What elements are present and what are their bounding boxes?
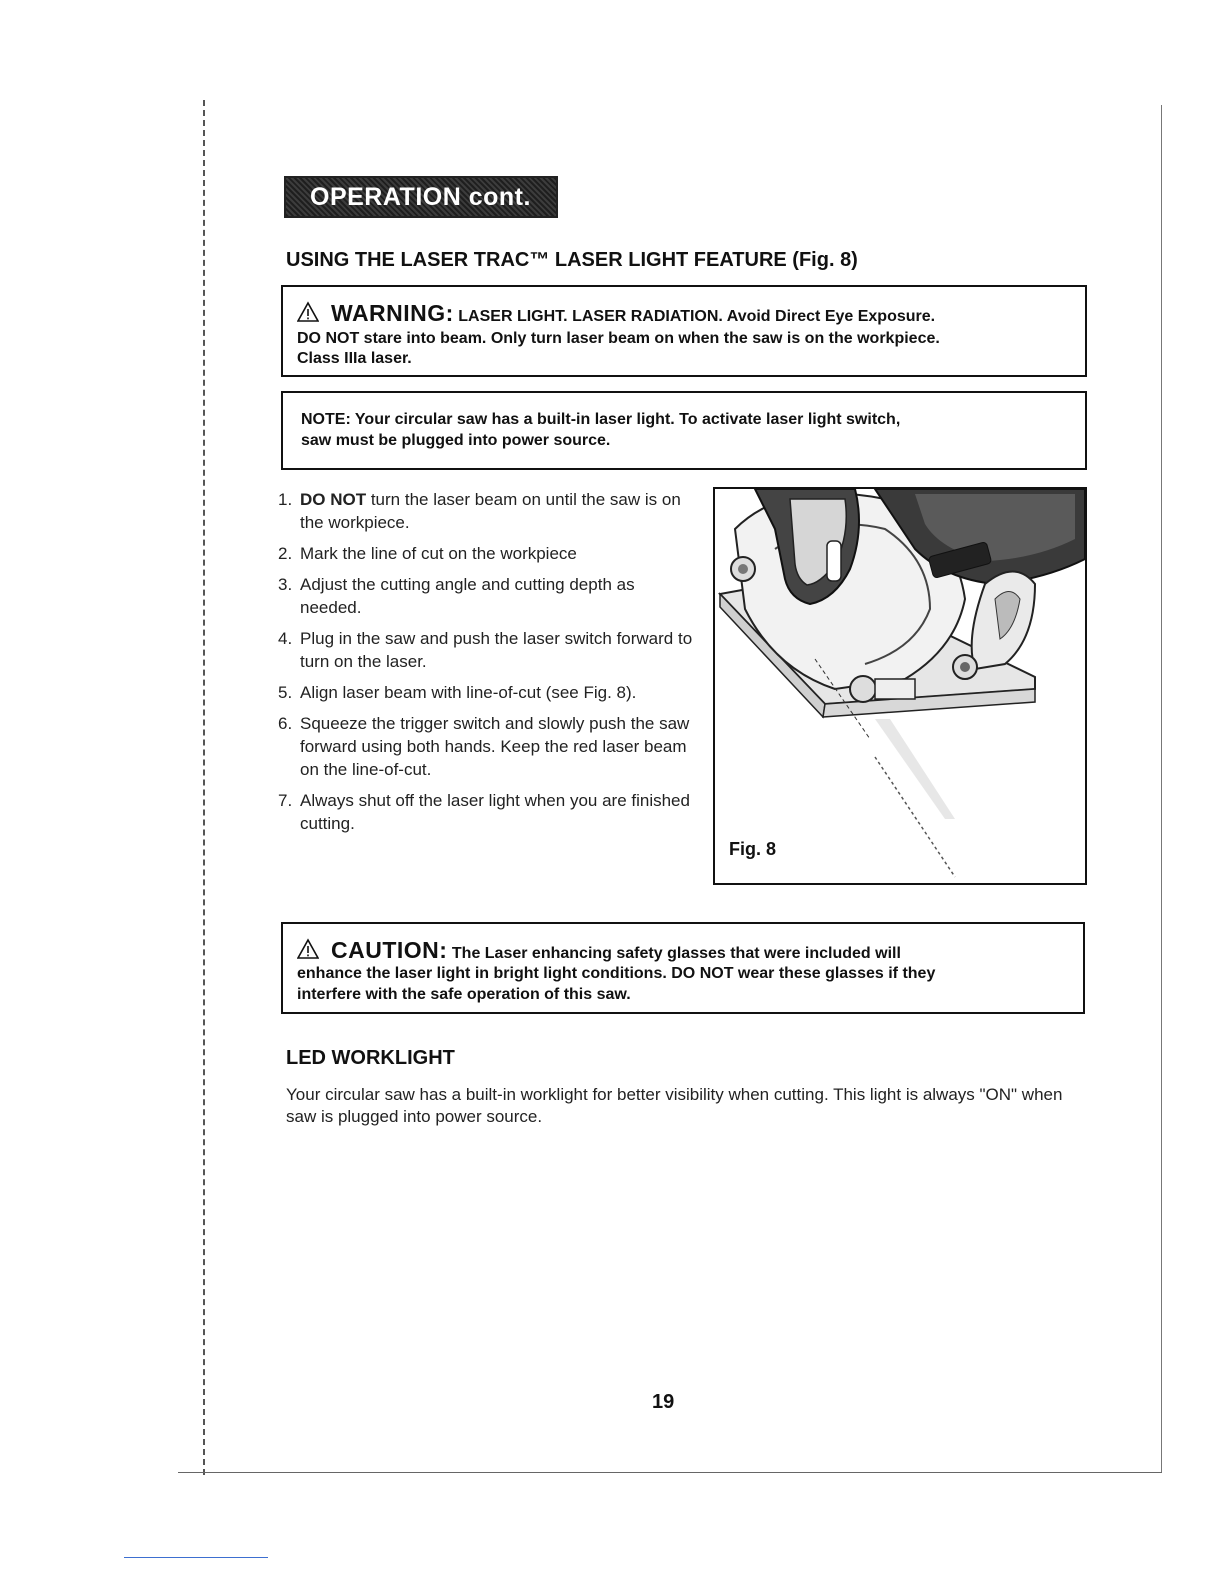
scan-edge-line [124,1557,268,1558]
figure-label: Fig. 8 [729,839,777,859]
warning-triangle-icon [297,938,319,960]
list-item: 1. DO NOT turn the laser beam on until the saw is on the workpiece. [278,490,681,532]
page-margin-line-right [1161,105,1162,1473]
warning-label: WARNING: [331,300,454,326]
warning-triangle-icon [297,301,319,323]
section-heading: USING THE LASER TRAC™ LASER LIGHT FEATURE (Fig. 8) [286,249,858,271]
list-item: 4. Plug in the saw and push the laser switch forward to turn on the laser. [278,629,693,671]
figure-8 [713,487,1087,885]
note-text-1: NOTE: Your circular saw has a built-in laser light. To activate laser light switch, [301,411,901,428]
note-text-2: saw must be plugged into power source. [301,432,611,449]
caution-text-1: The Laser enhancing safety glasses that were included will [451,945,901,962]
note-box [281,391,1087,470]
warning-box [281,285,1087,377]
circular-saw-illustration [715,489,1085,883]
led-worklight-body: Your circular saw has a built-in worklight for better visibility when cutting. This light is always "ON" when saw is plugged into power source. [286,1085,1063,1126]
caution-box [281,922,1085,1014]
page-margin-line-left [203,100,205,1475]
warning-text-3: Class IIIa laser. [297,350,412,367]
section-tab: OPERATION cont. [284,176,558,218]
caution-text-2: enhance the laser light in bright light conditions. DO NOT wear these glasses if they [297,965,936,982]
warning-text-1: LASER LIGHT. LASER RADIATION. Avoid Direct Eye Exposure. [458,308,936,325]
list-item: 6. Squeeze the trigger switch and slowly push the saw forward using both hands. Keep the red laser beam on the line-of-cut. [278,714,690,779]
page-margin-line-bottom [178,1472,1162,1473]
page-number: 19 [652,1391,675,1413]
steps-list [278,488,698,843]
led-worklight-heading: LED WORKLIGHT [286,1047,455,1069]
list-item: 5. Align laser beam with line-of-cut (see Fig. 8). [278,683,637,702]
warning-text-2: DO NOT stare into beam. Only turn laser beam on when the saw is on the workpiece. [297,330,940,347]
caution-text-3: interfere with the safe operation of this saw. [297,986,631,1003]
list-item: 7. Always shut off the laser light when you are finished cutting. [278,791,690,833]
caution-line-1 [297,938,901,964]
warning-line-1 [297,301,935,327]
list-item: 2. Mark the line of cut on the workpiece [278,544,577,563]
list-item: 3. Adjust the cutting angle and cutting depth as needed. [278,575,635,617]
caution-label: CAUTION: [331,937,448,963]
